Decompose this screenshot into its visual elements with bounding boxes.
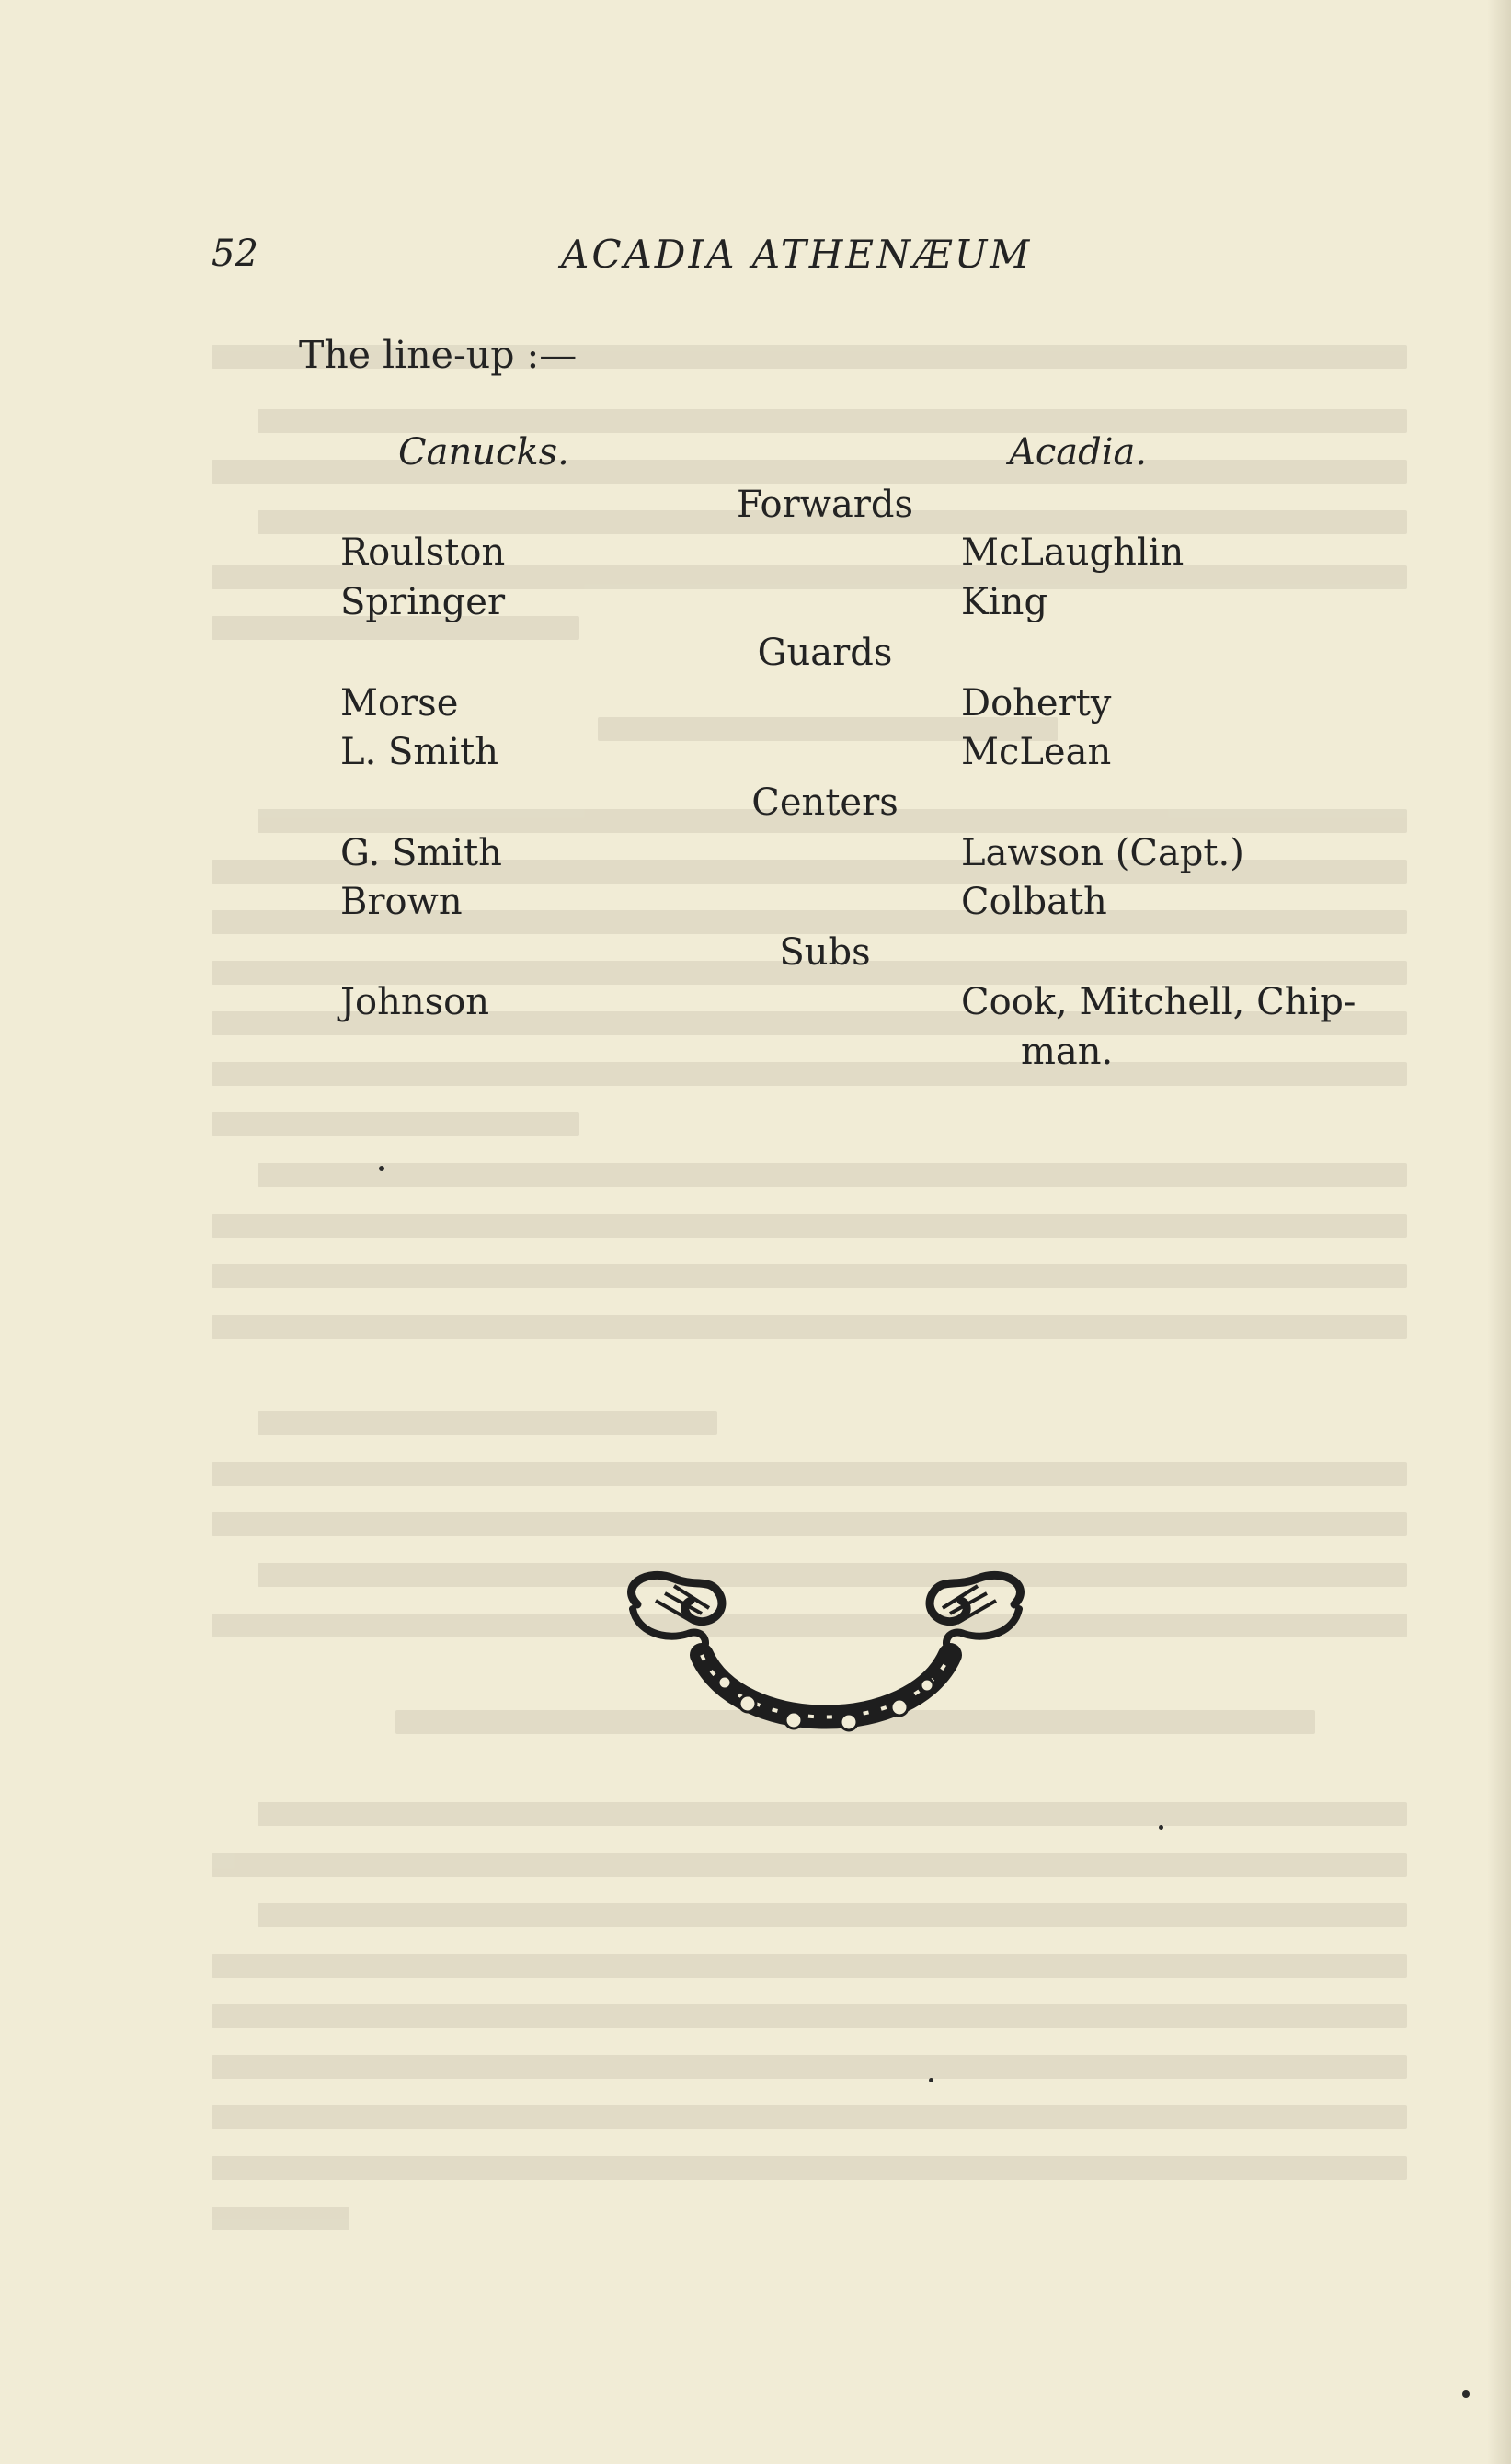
canucks-player: Springer	[340, 581, 506, 623]
acadia-player: McLaughlin	[961, 531, 1185, 574]
position-label-subs: Subs	[779, 931, 871, 974]
floral-garland-ornament-icon	[610, 1568, 1042, 1751]
canucks-player: Roulston	[340, 531, 506, 574]
column-head-canucks: Canucks.	[398, 431, 569, 473]
acadia-player: Cook, Mitchell, Chip-	[961, 981, 1356, 1023]
position-label-guards: Guards	[757, 632, 893, 674]
canucks-player: G. Smith	[340, 832, 502, 874]
position-label-centers: Centers	[751, 781, 899, 824]
print-speck	[929, 2078, 933, 2082]
column-head-acadia: Acadia.	[1009, 431, 1148, 473]
acadia-player: McLean	[961, 731, 1112, 773]
lineup-intro: The line-up :—	[299, 333, 578, 377]
print-speck	[379, 1166, 384, 1171]
acadia-player: Doherty	[961, 682, 1112, 724]
print-speck	[1159, 1825, 1163, 1830]
position-label-forwards: Forwards	[736, 484, 914, 526]
canucks-player: L. Smith	[340, 731, 498, 773]
running-title: ACADIA ATHENÆUM	[561, 232, 1033, 277]
acadia-player: Colbath	[961, 881, 1107, 923]
acadia-player: Lawson (Capt.)	[961, 832, 1244, 874]
page-edge-shadow	[1487, 0, 1511, 2464]
acadia-player: King	[961, 581, 1048, 623]
canucks-player: Brown	[340, 881, 463, 923]
canucks-player: Johnson	[340, 981, 490, 1023]
page-number: 52	[212, 233, 258, 275]
print-speck	[1462, 2390, 1470, 2398]
acadia-player-continued: man.	[1021, 1031, 1114, 1073]
canucks-player: Morse	[340, 682, 459, 724]
